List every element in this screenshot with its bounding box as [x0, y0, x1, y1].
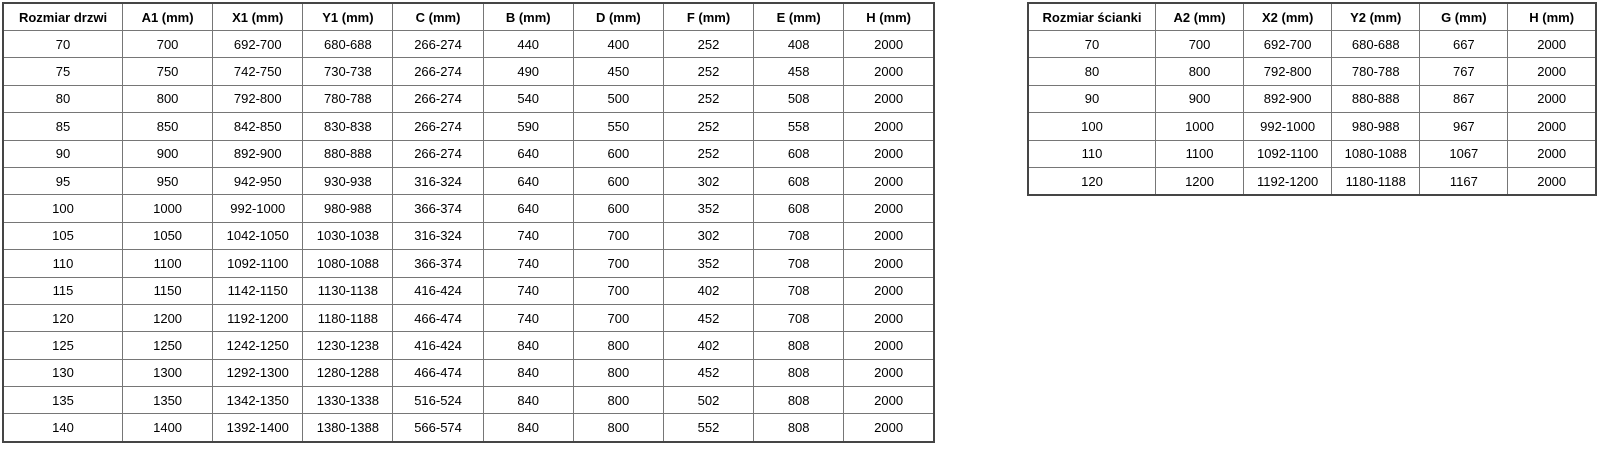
table-cell: 266-274 — [393, 85, 483, 112]
header-row — [3, 3, 934, 31]
table-row — [1028, 140, 1596, 167]
table-row — [3, 167, 934, 194]
table-cell: 1300 — [123, 359, 213, 386]
table-cell: 708 — [754, 250, 844, 277]
table-cell: 892-900 — [213, 140, 303, 167]
table-cell: 2000 — [1508, 31, 1596, 58]
table-cell: 600 — [573, 167, 663, 194]
table-cell: 608 — [754, 195, 844, 222]
table-row — [3, 140, 934, 167]
table-row — [3, 58, 934, 85]
table-cell: 680-688 — [1332, 31, 1420, 58]
table-cell: 140 — [3, 414, 123, 442]
table-cell: 1050 — [123, 222, 213, 249]
table-cell: 1350 — [123, 387, 213, 414]
table-cell: 70 — [1028, 31, 1156, 58]
table-cell: 400 — [573, 31, 663, 58]
table-row — [3, 414, 934, 442]
table-cell: 780-788 — [1332, 58, 1420, 85]
table-cell: 466-474 — [393, 359, 483, 386]
table-row — [3, 250, 934, 277]
table-cell: 740 — [483, 277, 573, 304]
table-cell: 490 — [483, 58, 573, 85]
table-cell: 2000 — [844, 277, 934, 304]
table-cell: 452 — [663, 359, 753, 386]
table-cell: 70 — [3, 31, 123, 58]
table-cell: 440 — [483, 31, 573, 58]
column-header: Rozmiar drzwi — [3, 3, 123, 31]
table-cell: 366-374 — [393, 250, 483, 277]
table-row — [3, 222, 934, 249]
table-cell: 1030-1038 — [303, 222, 393, 249]
table-cell: 566-574 — [393, 414, 483, 442]
table-cell: 1400 — [123, 414, 213, 442]
table-cell: 800 — [573, 387, 663, 414]
table-cell: 2000 — [844, 113, 934, 140]
table-cell: 840 — [483, 387, 573, 414]
table-cell: 2000 — [1508, 85, 1596, 112]
table-cell: 600 — [573, 140, 663, 167]
table-cell: 252 — [663, 58, 753, 85]
table-cell: 700 — [573, 250, 663, 277]
table-cell: 2000 — [844, 304, 934, 331]
table-cell: 1342-1350 — [213, 387, 303, 414]
table-cell: 252 — [663, 31, 753, 58]
table-row — [3, 113, 934, 140]
table-cell: 2000 — [844, 140, 934, 167]
table-cell: 1250 — [123, 332, 213, 359]
table-cell: 502 — [663, 387, 753, 414]
table-cell: 1392-1400 — [213, 414, 303, 442]
table-cell: 2000 — [844, 58, 934, 85]
table-cell: 1192-1200 — [213, 304, 303, 331]
table-cell: 2000 — [844, 195, 934, 222]
table-cell: 366-374 — [393, 195, 483, 222]
table-cell: 750 — [123, 58, 213, 85]
table-cell: 452 — [663, 304, 753, 331]
table-cell: 742-750 — [213, 58, 303, 85]
table-cell: 808 — [754, 359, 844, 386]
table-row — [3, 332, 934, 359]
table-cell: 667 — [1420, 31, 1508, 58]
table-cell: 1080-1088 — [303, 250, 393, 277]
column-header: Y1 (mm) — [303, 3, 393, 31]
table-cell: 800 — [573, 332, 663, 359]
column-header: C (mm) — [393, 3, 483, 31]
table-cell: 1000 — [1156, 113, 1244, 140]
table-cell: 640 — [483, 195, 573, 222]
table-cell: 2000 — [844, 222, 934, 249]
table-cell: 2000 — [1508, 140, 1596, 167]
column-header: Y2 (mm) — [1332, 3, 1420, 31]
table-cell: 2000 — [844, 167, 934, 194]
table-cell: 266-274 — [393, 113, 483, 140]
table-cell: 792-800 — [213, 85, 303, 112]
table-cell: 266-274 — [393, 31, 483, 58]
table-cell: 700 — [573, 277, 663, 304]
column-header: A2 (mm) — [1156, 3, 1244, 31]
table-row — [3, 387, 934, 414]
column-header: F (mm) — [663, 3, 753, 31]
table-cell: 700 — [1156, 31, 1244, 58]
table-cell: 950 — [123, 167, 213, 194]
table-cell: 352 — [663, 250, 753, 277]
table-cell: 1200 — [1156, 167, 1244, 195]
table-cell: 842-850 — [213, 113, 303, 140]
table-cell: 500 — [573, 85, 663, 112]
table-cell: 540 — [483, 85, 573, 112]
table-cell: 252 — [663, 113, 753, 140]
table-cell: 2000 — [1508, 167, 1596, 195]
column-header: E (mm) — [754, 3, 844, 31]
table-cell: 558 — [754, 113, 844, 140]
table-cell: 780-788 — [303, 85, 393, 112]
table-cell: 120 — [3, 304, 123, 331]
table-row — [1028, 31, 1596, 58]
table-cell: 840 — [483, 359, 573, 386]
table-cell: 808 — [754, 332, 844, 359]
table-cell: 850 — [123, 113, 213, 140]
table-cell: 550 — [573, 113, 663, 140]
column-header: X1 (mm) — [213, 3, 303, 31]
table-cell: 600 — [573, 195, 663, 222]
table-cell: 302 — [663, 167, 753, 194]
table-row — [1028, 167, 1596, 195]
table-row — [3, 31, 934, 58]
table-cell: 352 — [663, 195, 753, 222]
table-cell: 680-688 — [303, 31, 393, 58]
table-row — [3, 304, 934, 331]
table-cell: 1092-1100 — [1244, 140, 1332, 167]
table-cell: 608 — [754, 140, 844, 167]
table-cell: 450 — [573, 58, 663, 85]
table-cell: 892-900 — [1244, 85, 1332, 112]
table-cell: 266-274 — [393, 58, 483, 85]
table-cell: 1200 — [123, 304, 213, 331]
column-header: D (mm) — [573, 3, 663, 31]
table-cell: 992-1000 — [1244, 113, 1332, 140]
column-header: H (mm) — [1508, 3, 1596, 31]
table-cell: 105 — [3, 222, 123, 249]
table-cell: 2000 — [844, 31, 934, 58]
table-row — [3, 277, 934, 304]
table-cell: 115 — [3, 277, 123, 304]
table-cell: 880-888 — [1332, 85, 1420, 112]
table-cell: 516-524 — [393, 387, 483, 414]
table-cell: 95 — [3, 167, 123, 194]
table-cell: 730-738 — [303, 58, 393, 85]
table-row — [3, 85, 934, 112]
table-cell: 2000 — [1508, 58, 1596, 85]
table-cell: 316-324 — [393, 167, 483, 194]
table-cell: 316-324 — [393, 222, 483, 249]
table-cell: 980-988 — [1332, 113, 1420, 140]
table-cell: 1167 — [1420, 167, 1508, 195]
table-cell: 830-838 — [303, 113, 393, 140]
table-cell: 130 — [3, 359, 123, 386]
table-cell: 1380-1388 — [303, 414, 393, 442]
table-cell: 708 — [754, 222, 844, 249]
table-cell: 840 — [483, 414, 573, 442]
door-dimensions-table — [2, 2, 935, 443]
table-cell: 980-988 — [303, 195, 393, 222]
table-cell: 792-800 — [1244, 58, 1332, 85]
table-cell: 110 — [3, 250, 123, 277]
table-cell: 90 — [1028, 85, 1156, 112]
table-cell: 416-424 — [393, 332, 483, 359]
table-cell: 700 — [573, 222, 663, 249]
table-cell: 608 — [754, 167, 844, 194]
column-header: X2 (mm) — [1244, 3, 1332, 31]
table-cell: 640 — [483, 167, 573, 194]
table-cell: 1280-1288 — [303, 359, 393, 386]
table-cell: 458 — [754, 58, 844, 85]
table-row — [3, 195, 934, 222]
table-cell: 640 — [483, 140, 573, 167]
table-cell: 302 — [663, 222, 753, 249]
table-cell: 867 — [1420, 85, 1508, 112]
table-cell: 808 — [754, 387, 844, 414]
table-cell: 992-1000 — [213, 195, 303, 222]
table-cell: 1180-1188 — [1332, 167, 1420, 195]
table-cell: 1242-1250 — [213, 332, 303, 359]
table-cell: 2000 — [844, 414, 934, 442]
table-cell: 110 — [1028, 140, 1156, 167]
table-cell: 552 — [663, 414, 753, 442]
table-cell: 590 — [483, 113, 573, 140]
table-cell: 740 — [483, 222, 573, 249]
table-cell: 85 — [3, 113, 123, 140]
table-cell: 1292-1300 — [213, 359, 303, 386]
table-row — [1028, 85, 1596, 112]
table-cell: 1067 — [1420, 140, 1508, 167]
table-cell: 466-474 — [393, 304, 483, 331]
table-cell: 2000 — [844, 332, 934, 359]
table-cell: 840 — [483, 332, 573, 359]
table-cell: 1100 — [123, 250, 213, 277]
table-cell: 416-424 — [393, 277, 483, 304]
table-cell: 1192-1200 — [1244, 167, 1332, 195]
table-cell: 800 — [573, 414, 663, 442]
table-cell: 1042-1050 — [213, 222, 303, 249]
table-cell: 1100 — [1156, 140, 1244, 167]
table-cell: 266-274 — [393, 140, 483, 167]
table-cell: 800 — [1156, 58, 1244, 85]
table-cell: 408 — [754, 31, 844, 58]
table-cell: 1130-1138 — [303, 277, 393, 304]
table-row — [1028, 113, 1596, 140]
table-cell: 120 — [1028, 167, 1156, 195]
column-header: H (mm) — [844, 3, 934, 31]
column-header: G (mm) — [1420, 3, 1508, 31]
table-cell: 1330-1338 — [303, 387, 393, 414]
table-cell: 800 — [573, 359, 663, 386]
table-cell: 508 — [754, 85, 844, 112]
table-cell: 402 — [663, 332, 753, 359]
table-cell: 125 — [3, 332, 123, 359]
table-cell: 800 — [123, 85, 213, 112]
table-cell: 880-888 — [303, 140, 393, 167]
table-cell: 2000 — [844, 85, 934, 112]
table-cell: 252 — [663, 85, 753, 112]
table-cell: 1180-1188 — [303, 304, 393, 331]
table-cell: 900 — [123, 140, 213, 167]
table-cell: 2000 — [844, 250, 934, 277]
column-header: Rozmiar ścianki — [1028, 3, 1156, 31]
table-cell: 100 — [3, 195, 123, 222]
table-cell: 942-950 — [213, 167, 303, 194]
table-cell: 1230-1238 — [303, 332, 393, 359]
table-cell: 692-700 — [213, 31, 303, 58]
table-cell: 930-938 — [303, 167, 393, 194]
table-cell: 740 — [483, 250, 573, 277]
table-cell: 2000 — [844, 359, 934, 386]
table-cell: 1000 — [123, 195, 213, 222]
table-cell: 740 — [483, 304, 573, 331]
table-cell: 700 — [573, 304, 663, 331]
column-header: A1 (mm) — [123, 3, 213, 31]
table-row — [3, 359, 934, 386]
table-cell: 135 — [3, 387, 123, 414]
table-cell: 1092-1100 — [213, 250, 303, 277]
table-cell: 808 — [754, 414, 844, 442]
table-cell: 1150 — [123, 277, 213, 304]
table-cell: 692-700 — [1244, 31, 1332, 58]
table-cell: 90 — [3, 140, 123, 167]
table-cell: 80 — [3, 85, 123, 112]
table-cell: 1080-1088 — [1332, 140, 1420, 167]
table-cell: 1142-1150 — [213, 277, 303, 304]
table-cell: 75 — [3, 58, 123, 85]
table-cell: 2000 — [844, 387, 934, 414]
table-cell: 402 — [663, 277, 753, 304]
header-row — [1028, 3, 1596, 31]
table-cell: 708 — [754, 304, 844, 331]
table-cell: 80 — [1028, 58, 1156, 85]
wall-dimensions-table — [1027, 2, 1597, 196]
table-cell: 967 — [1420, 113, 1508, 140]
table-cell: 252 — [663, 140, 753, 167]
table-cell: 2000 — [1508, 113, 1596, 140]
table-cell: 767 — [1420, 58, 1508, 85]
column-header: B (mm) — [483, 3, 573, 31]
table-cell: 700 — [123, 31, 213, 58]
table-cell: 708 — [754, 277, 844, 304]
table-cell: 900 — [1156, 85, 1244, 112]
table-cell: 100 — [1028, 113, 1156, 140]
table-row — [1028, 58, 1596, 85]
